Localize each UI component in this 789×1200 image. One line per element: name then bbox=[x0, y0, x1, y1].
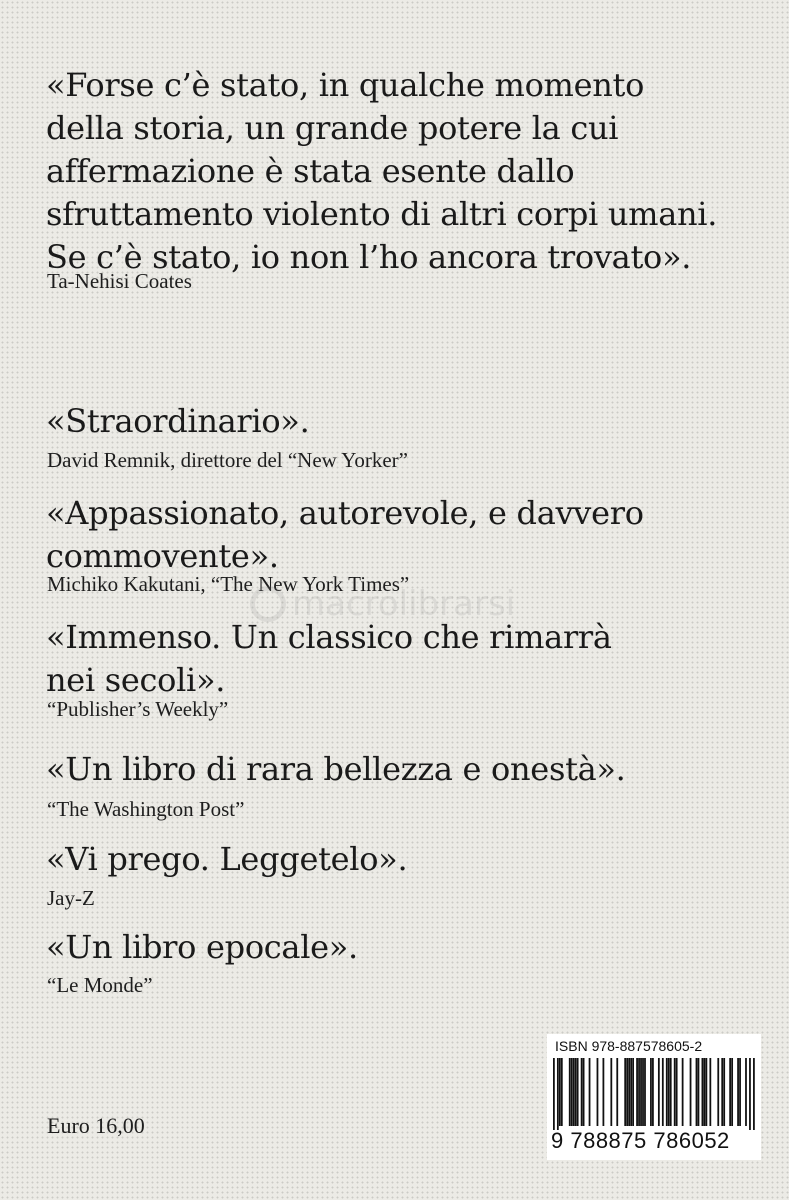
review-2-quote-line-1: «Appassionato, autorevole, e davvero bbox=[46, 494, 644, 532]
barcode-bar bbox=[589, 1058, 591, 1126]
barcode-bars-icon bbox=[553, 1058, 755, 1130]
barcode-bar bbox=[658, 1058, 660, 1126]
barcode-bar bbox=[642, 1058, 644, 1126]
review-4-quote: «Un libro di rara bellezza e onestà». bbox=[46, 750, 626, 788]
review-3-quote-line-2: nei secoli». bbox=[46, 661, 226, 699]
review-6-quote: «Un libro epocale». bbox=[46, 928, 358, 966]
barcode-bar bbox=[702, 1058, 704, 1126]
barcode-bar bbox=[696, 1058, 698, 1126]
review-2-quote-line-2: commovente». bbox=[46, 537, 279, 575]
barcode-bar bbox=[670, 1058, 672, 1126]
barcode-bar bbox=[597, 1058, 599, 1126]
review-1-quote: «Straordinario». bbox=[46, 402, 310, 440]
barcode-bar bbox=[636, 1058, 638, 1126]
barcode-bar bbox=[575, 1058, 577, 1126]
review-6-source: “Le Monde” bbox=[47, 973, 153, 997]
review-5-quote: «Vi prego. Leggetelo». bbox=[46, 840, 408, 878]
barcode-bar bbox=[610, 1058, 612, 1126]
main-quote-author: Ta-Nehisi Coates bbox=[47, 269, 192, 293]
barcode-bar bbox=[581, 1058, 583, 1126]
barcode-bar bbox=[674, 1058, 676, 1126]
review-3-quote-line-1: «Immenso. Un classico che rimarrà bbox=[46, 618, 612, 656]
barcode-bar bbox=[704, 1058, 706, 1126]
barcode-bar bbox=[644, 1058, 646, 1126]
barcode-digits: 9 788875 786052 bbox=[551, 1128, 730, 1153]
barcode-bar bbox=[561, 1058, 563, 1126]
barcode-bar bbox=[729, 1058, 731, 1126]
barcode-bar bbox=[682, 1058, 684, 1126]
barcode-bar bbox=[577, 1058, 579, 1126]
barcode-bar bbox=[626, 1058, 628, 1126]
barcode-bar bbox=[638, 1058, 640, 1126]
barcode-bar bbox=[749, 1058, 751, 1130]
barcode-bar bbox=[571, 1058, 573, 1126]
barcode-bar bbox=[630, 1058, 632, 1126]
barcode-bar bbox=[709, 1058, 711, 1126]
barcode-bar bbox=[705, 1058, 707, 1126]
barcode-bar bbox=[698, 1058, 700, 1126]
barcode-bar bbox=[573, 1058, 575, 1126]
barcode-bar bbox=[668, 1058, 670, 1126]
main-quote-line-4: sfruttamento violento di altri corpi umani. bbox=[46, 195, 718, 233]
barcode-bar bbox=[559, 1058, 561, 1126]
review-4-source: “The Washington Post” bbox=[47, 797, 245, 821]
main-quote-line-5: Se c’è stato, io non l’ho ancora trovato». bbox=[46, 238, 692, 276]
barcode-bar bbox=[731, 1058, 733, 1126]
barcode-bar bbox=[739, 1058, 741, 1126]
barcode-bar bbox=[632, 1058, 634, 1126]
barcode-bar bbox=[640, 1058, 642, 1126]
barcode-bar bbox=[569, 1058, 571, 1126]
barcode-bar bbox=[745, 1058, 747, 1126]
barcode-bar bbox=[628, 1058, 630, 1126]
review-5-source: Jay-Z bbox=[47, 886, 95, 910]
review-1-source: David Remnik, direttore del “New Yorker” bbox=[47, 448, 408, 472]
barcode-bar bbox=[650, 1058, 652, 1126]
barcode-bar bbox=[652, 1058, 654, 1126]
barcode-bar bbox=[583, 1058, 585, 1126]
barcode-bar bbox=[721, 1058, 723, 1126]
barcode-bar bbox=[557, 1058, 559, 1130]
barcode-bar bbox=[690, 1058, 692, 1126]
barcode-bar bbox=[717, 1058, 719, 1126]
main-quote-line-1: «Forse c’è stato, in qualche momento bbox=[46, 66, 645, 104]
watermark-text: macrolibrarsi bbox=[292, 584, 516, 624]
barcode-bar bbox=[753, 1058, 755, 1130]
isbn-label: ISBN 978-887578605-2 bbox=[555, 1038, 703, 1054]
main-quote-line-2: della storia, un grande potere la cui bbox=[46, 109, 619, 147]
barcode-bar bbox=[662, 1058, 664, 1126]
barcode-bar bbox=[624, 1058, 626, 1126]
barcode-bar bbox=[666, 1058, 668, 1126]
barcode-bar bbox=[676, 1058, 678, 1126]
barcode-bar bbox=[616, 1058, 618, 1126]
review-3-source: “Publisher’s Weekly” bbox=[47, 697, 229, 721]
main-quote-line-3: affermazione è stata esente dallo bbox=[46, 152, 575, 190]
barcode-bar bbox=[737, 1058, 739, 1126]
price-label: Euro 16,00 bbox=[47, 1113, 145, 1138]
barcode-bar bbox=[603, 1058, 605, 1126]
review-2-source: Michiko Kakutani, “The New York Times” bbox=[47, 572, 410, 596]
barcode-bar bbox=[723, 1058, 725, 1126]
barcode-bar bbox=[553, 1058, 555, 1130]
barcode-box bbox=[547, 1034, 761, 1160]
